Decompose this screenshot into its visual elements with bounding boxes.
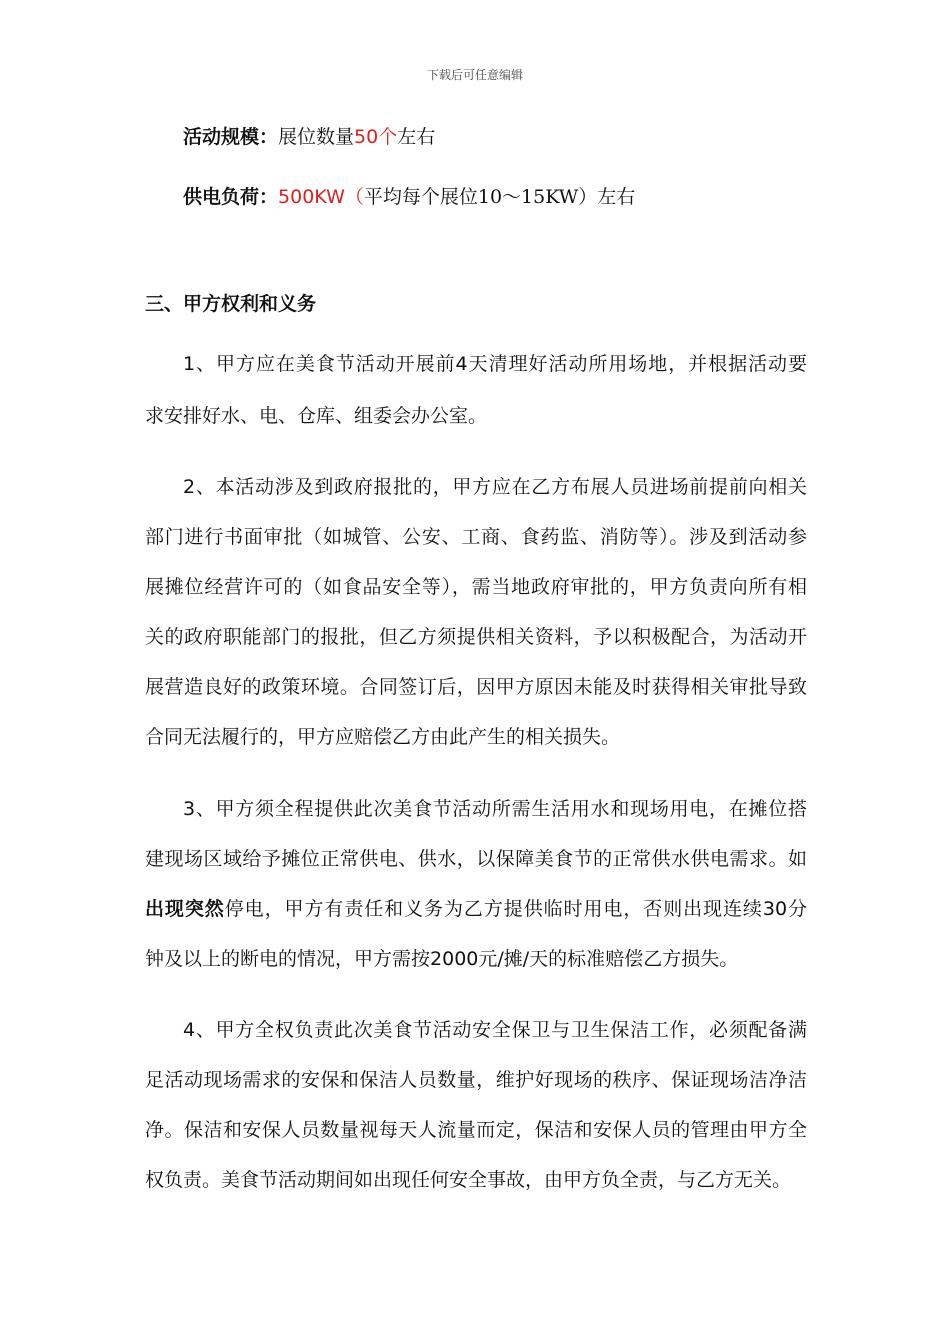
- p2-line-5: 展营造良好的政策环境。合同签订后，因甲方原因未能及时获得相关审批导致: [145, 676, 807, 698]
- p1-line-2: 求安排好水、电、仓库、组委会办公室。: [145, 405, 488, 427]
- p3-line-2: 建现场区域给予摊位正常供电、供水，以保障美食节的正常供水供电需求。如: [145, 848, 807, 870]
- p3-line-3-b: 停电，甲方有责任和义务为乙方提供临时用电，否则出现连续: [224, 898, 763, 920]
- activity-scale-label: 活动规模：: [183, 126, 279, 148]
- activity-scale-post: 左右: [397, 126, 436, 148]
- p2-line-1: 2、本活动涉及到政府报批的，甲方应在乙方布展人员进场前提前向相关: [183, 476, 807, 498]
- p4-line-1: 4、甲方全权负责此次美食节活动安全保卫与卫生保洁工作，必须配备满: [183, 1019, 807, 1041]
- p2-line-4: 关的政府职能部门的报批，但乙方须提供相关资料，予以积极配合，为活动开: [145, 626, 807, 648]
- p3-line-4-a: 钟及以上的断电的情况，甲方需按: [145, 948, 431, 970]
- p4-line-4: [145, 1168, 791, 1192]
- p3-line-3: [145, 897, 807, 921]
- p2-line-3: 展摊位经营许可的（如食品安全等），需当地政府审批的，甲方负责向所有相: [145, 576, 807, 598]
- activity-scale-pre: 展位数量: [278, 126, 355, 148]
- power-load-detail: 平均每个展位10～15KW）左右: [363, 186, 636, 208]
- p4-line-4-a: 权负责。: [145, 1169, 222, 1191]
- p4-line-2: 足活动现场需求的安保和保洁人员数量，维护好现场的秩序、保证现场洁净洁: [145, 1069, 807, 1091]
- section-3-title: 三、甲方权利和义务: [145, 293, 317, 315]
- page-header: 下载后可任意编辑: [426, 68, 523, 82]
- activity-scale-line: [183, 125, 435, 149]
- p2-line-6: 合同无法履行的，甲方应赔偿乙方由此产生的相关损失。: [145, 726, 621, 748]
- p3-line-3-a: 出现突然: [145, 898, 225, 920]
- power-load-line: [183, 185, 635, 209]
- power-load-label: 供电负荷：: [183, 186, 279, 208]
- p2-line-2: 部门进行书面审批（如城管、公安、工商、食药监、消防等）。涉及到活动参: [145, 526, 807, 548]
- p3-line-3-d: 分: [787, 898, 807, 920]
- activity-scale-value: 50个: [354, 126, 398, 148]
- power-load-value: 500KW（: [278, 186, 364, 208]
- p1-line-1: 1、甲方应在美食节活动开展前4天清理好活动所用场地，并根据活动要: [183, 353, 807, 375]
- p4-line-3: 净。保洁和安保人员数量视每天人流量而定，保洁和安保人员的管理由甲方全: [145, 1119, 807, 1141]
- p4-line-4-b: 美食节活动期间如出现任何安全事故，由甲方负全责，与乙方无关。: [221, 1169, 792, 1191]
- p3-line-4: [145, 947, 738, 971]
- p3-line-4-b: 2000元/摊/天的标准: [430, 948, 606, 970]
- p3-line-1: 3、甲方须全程提供此次美食节活动所需生活用水和现场用电，在摊位搭: [183, 798, 807, 820]
- p3-line-3-c: 30: [762, 898, 788, 920]
- p3-line-4-c: 赔偿乙方损失。: [605, 948, 739, 970]
